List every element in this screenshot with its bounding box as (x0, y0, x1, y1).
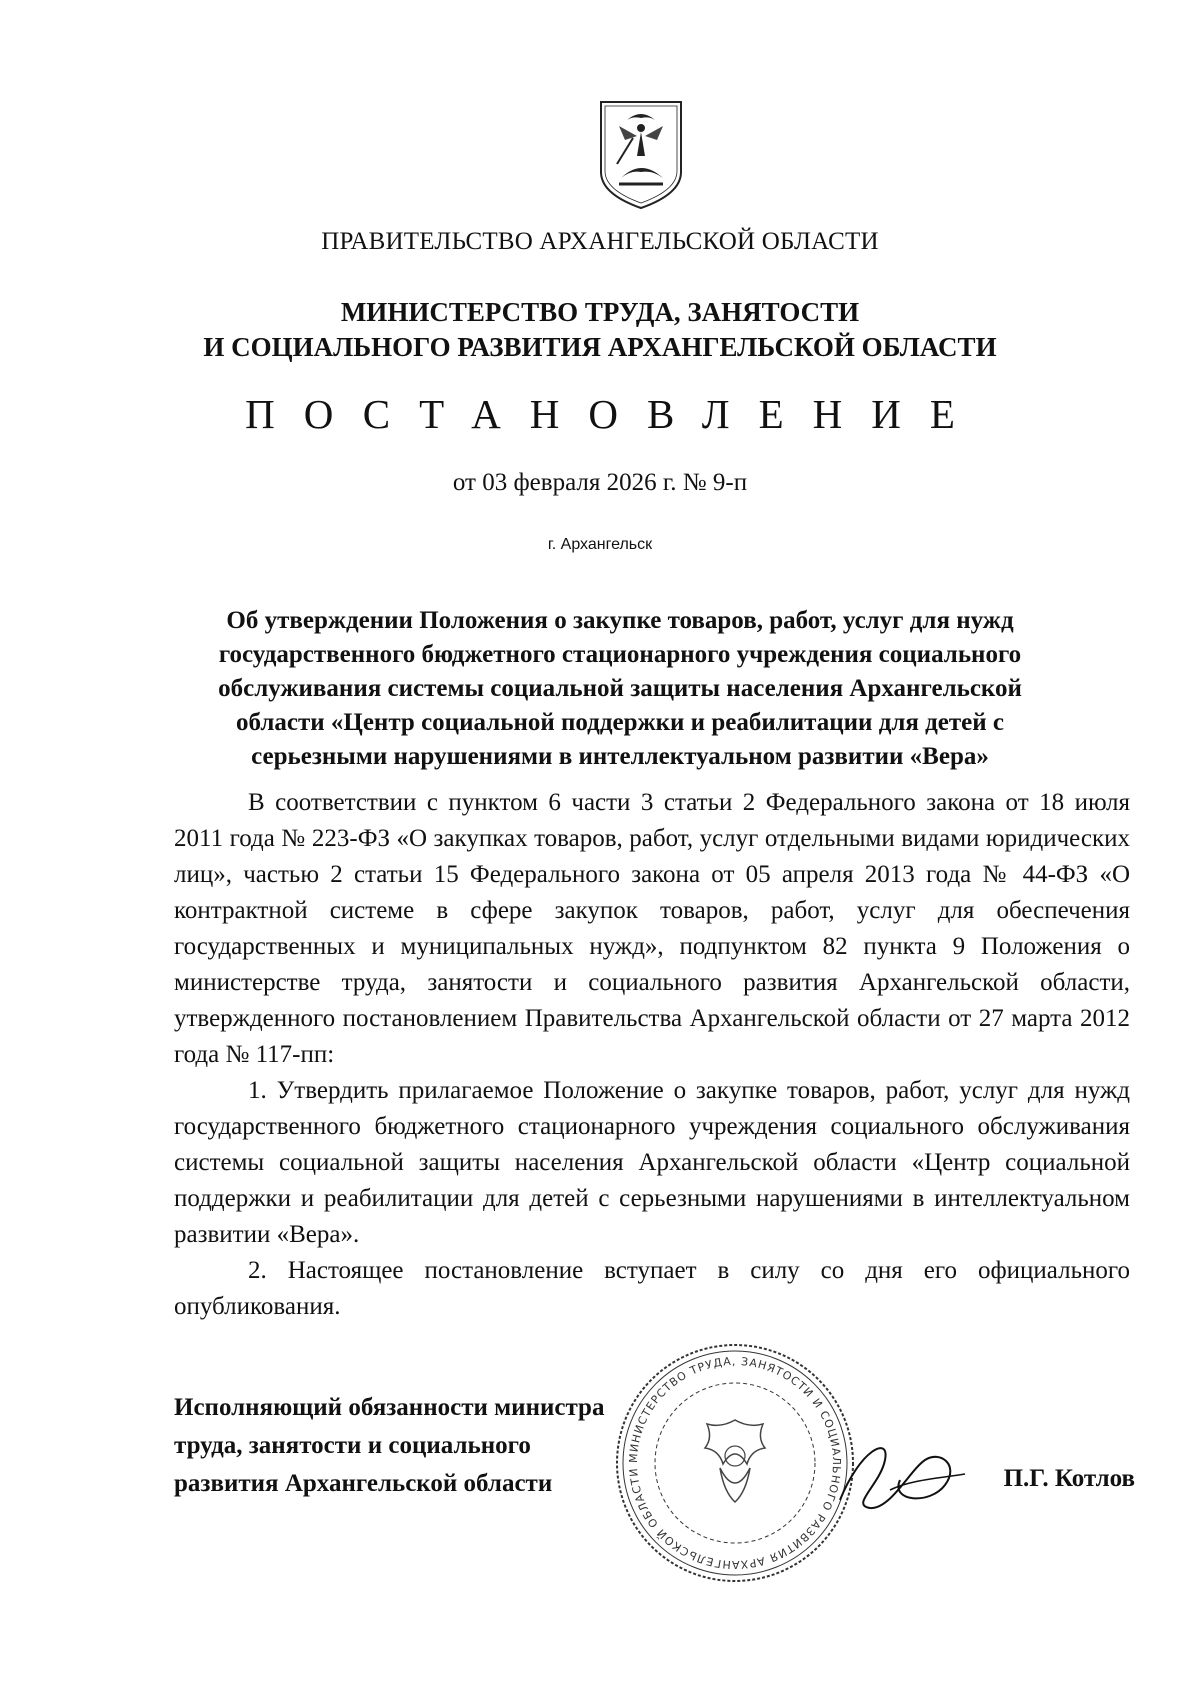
document-body (174, 785, 1130, 1325)
signer-position-line1: Исполняющий обязанности министра (174, 1394, 605, 1421)
signer-name: П.Г. Котлов (1003, 1465, 1135, 1492)
signer-position-line2: труда, занятости и социального (174, 1432, 531, 1459)
arkhangelsk-coat-of-arms-icon (597, 98, 685, 210)
signer-position (174, 1389, 654, 1503)
document-city: г. Архангельск (547, 536, 653, 553)
document-subject: Об утверждении Положения о закупке товаров, работ, услуг для нужд государственного бюджетного стационарного учреждения социального обслуживания системы социальной защиты населения Архангельской области «Центр социальной поддержки и реабилитации для детей с серьезными нарушениями в интеллектуальном развитии «Вера» (218, 607, 1022, 770)
item-2-paragraph: 2. Настоящее постановление вступает в силу со дня его официального опубликования. (174, 1257, 1130, 1320)
seal-text: МИНИСТЕРСТВО ТРУДА, ЗАНЯТОСТИ И СОЦИАЛЬНОГО РАЗВИТИЯ АРХАНГЕЛЬСКОЙ ОБЛАСТИ (626, 1354, 844, 1572)
ministry-title (0, 295, 1200, 365)
item-1-paragraph: 1. Утвердить прилагаемое Положение о закупке товаров, работ, услуг для нужд государственного бюджетного стационарного учреждения социального обслуживания системы социальной защиты населения Архангельской области «Центр социальной поддержки и реабилитации для детей с серьезными нарушениями в интеллектуальном развитии «Вера». (174, 1077, 1130, 1248)
government-title: ПРАВИТЕЛЬСТВО АРХАНГЕЛЬСКОЙ ОБЛАСТИ (321, 228, 879, 255)
handwritten-signature-icon (830, 1430, 970, 1520)
document-type: ПОСТАНОВЛЕНИЕ (245, 391, 984, 437)
ministry-title-line1: МИНИСТЕРСТВО ТРУДА, ЗАНЯТОСТИ (340, 297, 860, 327)
ministry-title-line2: И СОЦИАЛЬНОГО РАЗВИТИЯ АРХАНГЕЛЬСКОЙ ОБЛАСТИ (203, 332, 997, 362)
signer-position-line3: развития Архангельской области (174, 1470, 553, 1497)
document-date: от 03 февраля 2026 г. № 9-п (452, 469, 748, 496)
preamble-paragraph: В соответствии с пунктом 6 части 3 статьи 2 Федерального закона от 18 июля 2011 года № 223-ФЗ «О закупках товаров, работ, услуг отдельными видами юридических лиц», частью 2 статьи 15 Федерального закона от 05 апреля 2013 года № 44-ФЗ «О контрактной системе в сфере закупок товаров, работ, услуг для обеспечения государственных и муниципальных нужд», подпунктом 82 пункта 9 Положения о министерстве труда, занятости и социального развития Архангельской области, утвержденного постановлением Правительства Архангельской области от 27 марта 2012 года № 117-пп: (174, 789, 1130, 1068)
official-round-seal-icon (610, 1338, 860, 1588)
svg-text:МИНИСТЕРСТВО ТРУДА, ЗАНЯТОСТИ (627, 1355, 843, 1571)
